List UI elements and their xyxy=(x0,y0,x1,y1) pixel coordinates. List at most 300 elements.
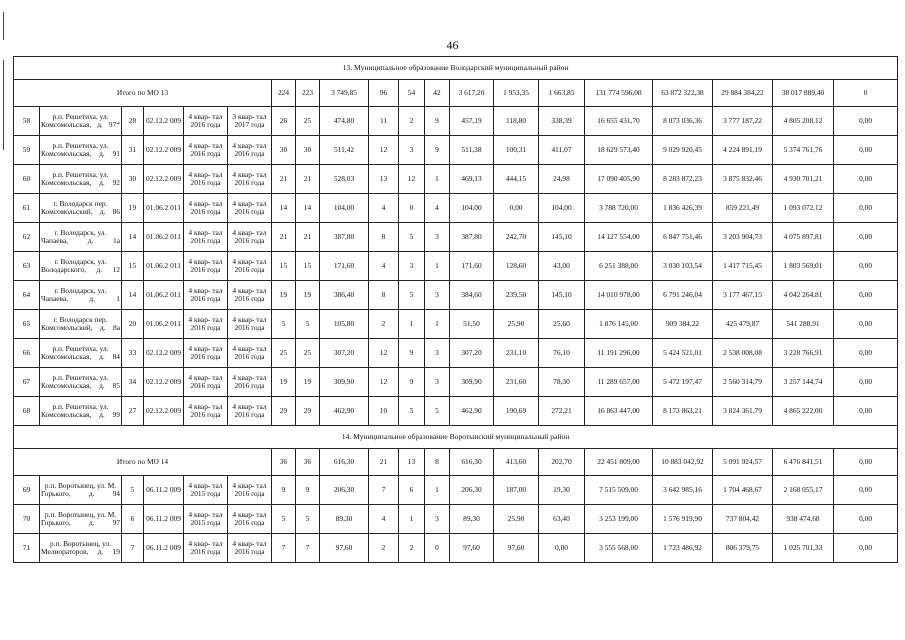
row-number-cell: 67 xyxy=(14,368,40,397)
table-cell: 02.12.2 009 xyxy=(144,107,184,136)
table-cell: 29 xyxy=(296,397,320,426)
table-cell: 6 847 751,46 xyxy=(653,223,713,252)
table-cell: 01.06.2 011 xyxy=(144,281,184,310)
table-cell: 3 xyxy=(425,339,450,368)
table-cell: 19 xyxy=(122,194,144,223)
table-cell: 4 квар- тал 2016 года xyxy=(228,505,272,534)
address-cell: г. Володарск, ул. Володарского, д. 12 xyxy=(40,252,122,281)
total-cell: 202,70 xyxy=(539,449,585,476)
table-cell: 4 квар- тал 2016 года xyxy=(184,252,228,281)
table-cell: 171,60 xyxy=(320,252,369,281)
table-cell: 4 квар- тал 2016 года xyxy=(228,368,272,397)
table-cell: 3 203 904,73 xyxy=(713,223,773,252)
total-cell: 616,30 xyxy=(320,449,369,476)
table-cell: 2 xyxy=(399,534,425,563)
table-cell: 338,39 xyxy=(539,107,585,136)
table-cell: 8 xyxy=(369,223,399,252)
table-cell: 19 xyxy=(296,281,320,310)
table-cell: 9 029 920,45 xyxy=(653,136,713,165)
table-cell: 9 xyxy=(399,368,425,397)
row-number-cell: 63 xyxy=(14,252,40,281)
section-header-row xyxy=(14,57,898,80)
table-cell: 272,21 xyxy=(539,397,585,426)
table-cell: 3 788 720,00 xyxy=(585,194,653,223)
table-cell: 12 xyxy=(369,368,399,397)
table-cell: 7 xyxy=(272,534,296,563)
table-row xyxy=(14,107,898,136)
table-cell: 1 876 145,00 xyxy=(585,310,653,339)
table-cell: 4 квар- тал 2016 года xyxy=(228,476,272,505)
address-cell: г. Володарск, ул. Чапаева, д. 1а xyxy=(40,223,122,252)
row-number-cell: 69 xyxy=(14,476,40,505)
table-cell: 25 xyxy=(272,339,296,368)
table-cell: 0,00 xyxy=(539,534,585,563)
section-title: 13. Муниципальное образование Володарский муниципальный район xyxy=(14,57,898,80)
table-cell: 0,00 xyxy=(834,505,898,534)
table-cell: 469,13 xyxy=(450,165,494,194)
table-cell: 171,60 xyxy=(450,252,494,281)
table-cell: 1 025 701,33 xyxy=(773,534,834,563)
table-cell: 4 xyxy=(425,194,450,223)
table-cell: 309,90 xyxy=(450,368,494,397)
table-row xyxy=(14,194,898,223)
total-cell: 0,00 xyxy=(834,449,898,476)
table-cell: 4 075 897,81 xyxy=(773,223,834,252)
row-number-cell: 68 xyxy=(14,397,40,426)
table-cell: 63,40 xyxy=(539,505,585,534)
table-cell: 4 xyxy=(369,252,399,281)
total-cell: 5 091 924,57 xyxy=(713,449,773,476)
table-cell: 386,40 xyxy=(320,281,369,310)
table-row xyxy=(14,252,898,281)
total-cell: 224 xyxy=(272,80,296,107)
table-cell: 3 030 103,54 xyxy=(653,252,713,281)
table-cell: 4 квар- тал 2016 года xyxy=(228,397,272,426)
table-cell: 1 723 486,92 xyxy=(653,534,713,563)
address-cell: р.п. Воротынец, ул. М. Горького, д. 97 xyxy=(40,505,122,534)
table-row xyxy=(14,223,898,252)
row-number-cell: 60 xyxy=(14,165,40,194)
table-cell: 541 280,91 xyxy=(773,310,834,339)
table-row xyxy=(14,310,898,339)
table-cell: 1 836 426,39 xyxy=(653,194,713,223)
table-cell: 01.06.2 011 xyxy=(144,252,184,281)
table-cell: 4 квар- тал 2016 года xyxy=(184,194,228,223)
table-cell: 4 квар- тал 2016 года xyxy=(184,281,228,310)
total-cell: 3 617,20 xyxy=(450,80,494,107)
total-cell: 21 xyxy=(369,449,399,476)
table-cell: 02.12.2 009 xyxy=(144,136,184,165)
table-cell: 307,20 xyxy=(320,339,369,368)
table-cell: 5 xyxy=(296,505,320,534)
table-cell: 239,50 xyxy=(494,281,539,310)
table-cell: 4 042 264,81 xyxy=(773,281,834,310)
table-cell: 411,07 xyxy=(539,136,585,165)
table-cell: 0,00 xyxy=(834,476,898,505)
table-cell: 4 квар- тал 2016 года xyxy=(228,534,272,563)
table-cell: 02.12.2 009 xyxy=(144,165,184,194)
table-cell: 4 квар- тал 2016 года xyxy=(184,368,228,397)
table-cell: 4 xyxy=(369,194,399,223)
table-cell: 15 xyxy=(122,252,144,281)
table-cell: 4 xyxy=(369,505,399,534)
address-cell: р.п. Решетиха, ул. Комсомольская, д. 91 xyxy=(40,136,122,165)
table-cell: 100,31 xyxy=(494,136,539,165)
table-cell: 20 xyxy=(122,310,144,339)
table-cell: 4 224 891,19 xyxy=(713,136,773,165)
total-cell: 63 872 322,38 xyxy=(653,80,713,107)
table-cell: 1 803 569,01 xyxy=(773,252,834,281)
table-cell: 18 629 573,40 xyxy=(585,136,653,165)
table-cell: 06.11.2 009 xyxy=(144,476,184,505)
table-cell: 4 930 701,21 xyxy=(773,165,834,194)
row-number-cell: 61 xyxy=(14,194,40,223)
table-cell: 4 квар- тал 2016 года xyxy=(184,165,228,194)
table-cell: 128,60 xyxy=(494,252,539,281)
table-cell: 909 384,22 xyxy=(653,310,713,339)
address-cell: р.п. Решетиха, ул. Комсомольская, д. 84 xyxy=(40,339,122,368)
table-cell: 190,69 xyxy=(494,397,539,426)
table-cell: 4 квар- тал 2016 года xyxy=(228,281,272,310)
total-cell: 22 451 809,00 xyxy=(585,449,653,476)
table-cell: 4 квар- тал 2016 года xyxy=(184,534,228,563)
table-cell: 4 865 222,00 xyxy=(773,397,834,426)
table-cell: 97,60 xyxy=(494,534,539,563)
table-cell: 3 xyxy=(399,252,425,281)
table-cell: 25,60 xyxy=(539,310,585,339)
table-cell: 7 xyxy=(296,534,320,563)
table-cell: 1 xyxy=(425,252,450,281)
table-cell: 9 xyxy=(272,476,296,505)
table-cell: 1 xyxy=(425,310,450,339)
table-cell: 4 квар- тал 2015 года xyxy=(184,505,228,534)
table-cell: 4 квар- тал 2016 года xyxy=(228,252,272,281)
table-cell: 5 xyxy=(272,310,296,339)
table-cell: 4 квар- тал 2016 года xyxy=(184,339,228,368)
total-cell: 29 884 384,22 xyxy=(713,80,773,107)
total-label: Итого по МО 14 xyxy=(14,449,272,476)
table-cell: 19,30 xyxy=(539,476,585,505)
table-cell: 0,00 xyxy=(834,165,898,194)
table-cell: 0 xyxy=(425,534,450,563)
left-margin-mark xyxy=(3,12,4,40)
table-cell: 6 xyxy=(122,505,144,534)
table-cell: 4 квар- тал 2016 года xyxy=(184,397,228,426)
table-cell: 104,00 xyxy=(320,194,369,223)
total-label: Итого по МО 13 xyxy=(14,80,272,107)
table-cell: 231,10 xyxy=(494,339,539,368)
table-cell: 3 228 766,91 xyxy=(773,339,834,368)
table-cell: 2 560 314,79 xyxy=(713,368,773,397)
table-cell: 0,00 xyxy=(494,194,539,223)
table-cell: 02.12.2 009 xyxy=(144,339,184,368)
table-cell: 3 xyxy=(425,281,450,310)
table-cell: 5 xyxy=(399,223,425,252)
table-cell: 5 xyxy=(399,281,425,310)
table-cell: 11 289 657,00 xyxy=(585,368,653,397)
table-cell: 8 173 863,21 xyxy=(653,397,713,426)
table-cell: 3 177 467,15 xyxy=(713,281,773,310)
table-cell: 0,00 xyxy=(834,368,898,397)
table-cell: 0 xyxy=(399,194,425,223)
table-cell: 7 xyxy=(122,534,144,563)
total-cell: 223 xyxy=(296,80,320,107)
table-cell: 462,90 xyxy=(450,397,494,426)
table-cell: 1 576 919,90 xyxy=(653,505,713,534)
table-cell: 384,60 xyxy=(450,281,494,310)
table-cell: 21 xyxy=(272,223,296,252)
total-cell: 96 xyxy=(369,80,399,107)
table-cell: 6 xyxy=(399,476,425,505)
table-cell: 5 xyxy=(399,397,425,426)
table-cell: 3 xyxy=(425,223,450,252)
total-cell: 413,60 xyxy=(494,449,539,476)
table-cell: 01.06.2 011 xyxy=(144,194,184,223)
table-cell: 4 квар- тал 2016 года xyxy=(228,194,272,223)
row-number-cell: 66 xyxy=(14,339,40,368)
table-cell: 16 863 447,00 xyxy=(585,397,653,426)
table-cell: 0,00 xyxy=(834,534,898,563)
table-cell: 2 xyxy=(399,107,425,136)
table-cell: 387,80 xyxy=(450,223,494,252)
table-cell: 02.12.2 009 xyxy=(144,368,184,397)
table-cell: 3 253 199,00 xyxy=(585,505,653,534)
total-cell: 8 xyxy=(425,449,450,476)
address-cell: р.п. Решетиха, ул. Комсомольская, д. 99 xyxy=(40,397,122,426)
table-row xyxy=(14,534,898,563)
table-cell: 206,30 xyxy=(450,476,494,505)
table-cell: 387,80 xyxy=(320,223,369,252)
table-cell: 29 xyxy=(272,397,296,426)
table-cell: 76,10 xyxy=(539,339,585,368)
table-cell: 4 квар- тал 2016 года xyxy=(184,136,228,165)
row-number-cell: 70 xyxy=(14,505,40,534)
address-cell: г. Володарск, ул. Чапаева, д. 1 xyxy=(40,281,122,310)
table-cell: 5 xyxy=(122,476,144,505)
row-number-cell: 65 xyxy=(14,310,40,339)
table-cell: 21 xyxy=(296,165,320,194)
table-cell: 0,00 xyxy=(834,107,898,136)
table-cell: 187,00 xyxy=(494,476,539,505)
table-cell: 4 квар- тал 2016 года xyxy=(228,165,272,194)
table-row xyxy=(14,476,898,505)
table-cell: 01.06.2 011 xyxy=(144,223,184,252)
table-cell: 145,10 xyxy=(539,281,585,310)
table-cell: 5 xyxy=(296,310,320,339)
table-cell: 0,00 xyxy=(834,397,898,426)
table-cell: 4 квар- тал 2016 года xyxy=(228,223,272,252)
table-cell: 17 090 405,90 xyxy=(585,165,653,194)
table-cell: 6 251 388,00 xyxy=(585,252,653,281)
table-cell: 97,60 xyxy=(450,534,494,563)
table-cell: 118,80 xyxy=(494,107,539,136)
table-cell: 511,38 xyxy=(450,136,494,165)
table-cell: 06.11.2 009 xyxy=(144,505,184,534)
table-cell: 2 168 055,17 xyxy=(773,476,834,505)
table-cell: 4 квар- тал 2016 года xyxy=(184,223,228,252)
table-cell: 9 xyxy=(399,339,425,368)
table-row xyxy=(14,281,898,310)
table-cell: 5 xyxy=(425,397,450,426)
table-cell: 16 655 431,70 xyxy=(585,107,653,136)
table-cell: 474,80 xyxy=(320,107,369,136)
total-cell: 6 476 841,51 xyxy=(773,449,834,476)
table-row xyxy=(14,397,898,426)
table-cell: 13 xyxy=(369,165,399,194)
table-cell: 231,60 xyxy=(494,368,539,397)
total-cell: 1 663,85 xyxy=(539,80,585,107)
table-cell: 3 257 144,74 xyxy=(773,368,834,397)
table-cell: 8 073 036,36 xyxy=(653,107,713,136)
row-number-cell: 59 xyxy=(14,136,40,165)
table-cell: 104,00 xyxy=(450,194,494,223)
total-cell: 38 017 889,40 xyxy=(773,80,834,107)
total-cell: 54 xyxy=(399,80,425,107)
table-cell: 3 xyxy=(399,136,425,165)
table-cell: 12 xyxy=(369,339,399,368)
table-cell: 0,00 xyxy=(834,194,898,223)
table-cell: 242,70 xyxy=(494,223,539,252)
table-cell: 3 824 361,79 xyxy=(713,397,773,426)
total-cell: 42 xyxy=(425,80,450,107)
table-cell: 1 xyxy=(399,310,425,339)
table-cell: 14 127 554,00 xyxy=(585,223,653,252)
table-cell: 4 квар- тал 2015 года xyxy=(184,476,228,505)
housing-program-table xyxy=(13,56,898,563)
table-cell: 25 xyxy=(296,339,320,368)
table-cell: 30 xyxy=(272,136,296,165)
table-cell: 14 xyxy=(122,281,144,310)
address-cell: р.п. Воротынец, ул. М. Горького, д. 94 xyxy=(40,476,122,505)
table-cell: 3 555 568,00 xyxy=(585,534,653,563)
table-cell: 2 538 008,08 xyxy=(713,339,773,368)
total-row xyxy=(14,80,898,107)
table-cell: 457,19 xyxy=(450,107,494,136)
section-header-row xyxy=(14,426,898,449)
table-cell: 24,98 xyxy=(539,165,585,194)
table-cell: 12 xyxy=(399,165,425,194)
table-cell: 3 642 985,16 xyxy=(653,476,713,505)
table-cell: 0,00 xyxy=(834,310,898,339)
total-cell: 13 xyxy=(399,449,425,476)
row-number-cell: 64 xyxy=(14,281,40,310)
table-cell: 33 xyxy=(122,339,144,368)
table-cell: 206,30 xyxy=(320,476,369,505)
table-cell: 78,30 xyxy=(539,368,585,397)
table-cell: 4 квар- тал 2016 года xyxy=(228,310,272,339)
total-row xyxy=(14,449,898,476)
total-cell: 10 883 042,92 xyxy=(653,449,713,476)
table-cell: 806 379,75 xyxy=(713,534,773,563)
table-cell: 43,00 xyxy=(539,252,585,281)
table-cell: 3 xyxy=(425,505,450,534)
table-row xyxy=(14,339,898,368)
table-cell: 01.06.2 011 xyxy=(144,310,184,339)
table-cell: 89,30 xyxy=(320,505,369,534)
total-cell: 36 xyxy=(296,449,320,476)
table-cell: 7 xyxy=(369,476,399,505)
table-cell: 0,00 xyxy=(834,223,898,252)
total-cell: 1 953,35 xyxy=(494,80,539,107)
address-cell: р.п. Воротынец, ул. Мелиораторов, д. 19 xyxy=(40,534,122,563)
table-cell: 5 374 761,76 xyxy=(773,136,834,165)
row-number-cell: 71 xyxy=(14,534,40,563)
table-cell: 2 xyxy=(369,534,399,563)
table-cell: 859 221,49 xyxy=(713,194,773,223)
table-cell: 30 xyxy=(122,165,144,194)
table-cell: 4 805 208,12 xyxy=(773,107,834,136)
table-cell: 1 093 072,12 xyxy=(773,194,834,223)
table-cell: 0,00 xyxy=(834,136,898,165)
table-cell: 511,42 xyxy=(320,136,369,165)
address-cell: г. Володарск пер. Комсомольский, д. 86 xyxy=(40,194,122,223)
table-cell: 4 квар- тал 2016 года xyxy=(184,107,228,136)
total-cell: 3 749,85 xyxy=(320,80,369,107)
table-cell: 462,90 xyxy=(320,397,369,426)
table-row xyxy=(14,165,898,194)
table-cell: 06.11.2 009 xyxy=(144,534,184,563)
table-cell: 0,00 xyxy=(834,339,898,368)
table-cell: 97,60 xyxy=(320,534,369,563)
address-cell: г. Володарск пер. Комсомольский, д. 8а xyxy=(40,310,122,339)
table-cell: 528,03 xyxy=(320,165,369,194)
table-cell: 30 xyxy=(296,136,320,165)
table-cell: 25,90 xyxy=(494,310,539,339)
table-cell: 737 804,42 xyxy=(713,505,773,534)
table-cell: 10 xyxy=(369,397,399,426)
table-cell: 15 xyxy=(272,252,296,281)
table-cell: 309,90 xyxy=(320,368,369,397)
table-cell: 5 xyxy=(272,505,296,534)
table-cell: 307,20 xyxy=(450,339,494,368)
table-cell: 1 704 468,67 xyxy=(713,476,773,505)
table-cell: 19 xyxy=(272,368,296,397)
table-row xyxy=(14,136,898,165)
table-row xyxy=(14,368,898,397)
table-cell: 1 xyxy=(425,165,450,194)
table-cell: 9 xyxy=(296,476,320,505)
table-cell: 444,15 xyxy=(494,165,539,194)
table-cell: 19 xyxy=(272,281,296,310)
table-cell: 14 010 978,00 xyxy=(585,281,653,310)
table-cell: 4 квар- тал 2016 года xyxy=(228,136,272,165)
table-cell: 3 875 832,46 xyxy=(713,165,773,194)
table-cell: 34 xyxy=(122,368,144,397)
table-cell: 14 xyxy=(272,194,296,223)
table-cell: 9 xyxy=(425,136,450,165)
total-cell: 131 774 596,00 xyxy=(585,80,653,107)
table-cell: 15 xyxy=(296,252,320,281)
table-cell: 19 xyxy=(296,368,320,397)
table-cell: 1 xyxy=(425,476,450,505)
table-cell: 21 xyxy=(272,165,296,194)
address-cell: р.п. Решетиха, ул. Комсомольская, д. 92 xyxy=(40,165,122,194)
table-cell: 9 xyxy=(425,107,450,136)
address-cell: р.п. Решетиха, ул. Комсомольская, д. 85 xyxy=(40,368,122,397)
table-cell: 0,00 xyxy=(834,252,898,281)
table-cell: 1 xyxy=(399,505,425,534)
page-number: 46 xyxy=(446,38,459,52)
table-cell: 11 191 296,00 xyxy=(585,339,653,368)
table-cell: 02.12.2 009 xyxy=(144,397,184,426)
table-cell: 7 515 509,00 xyxy=(585,476,653,505)
left-margin-mark xyxy=(3,60,4,150)
table-cell: 0,00 xyxy=(834,281,898,310)
total-cell: 616,30 xyxy=(450,449,494,476)
row-number-cell: 58 xyxy=(14,107,40,136)
table-cell: 27 xyxy=(122,397,144,426)
table-cell: 51,50 xyxy=(450,310,494,339)
